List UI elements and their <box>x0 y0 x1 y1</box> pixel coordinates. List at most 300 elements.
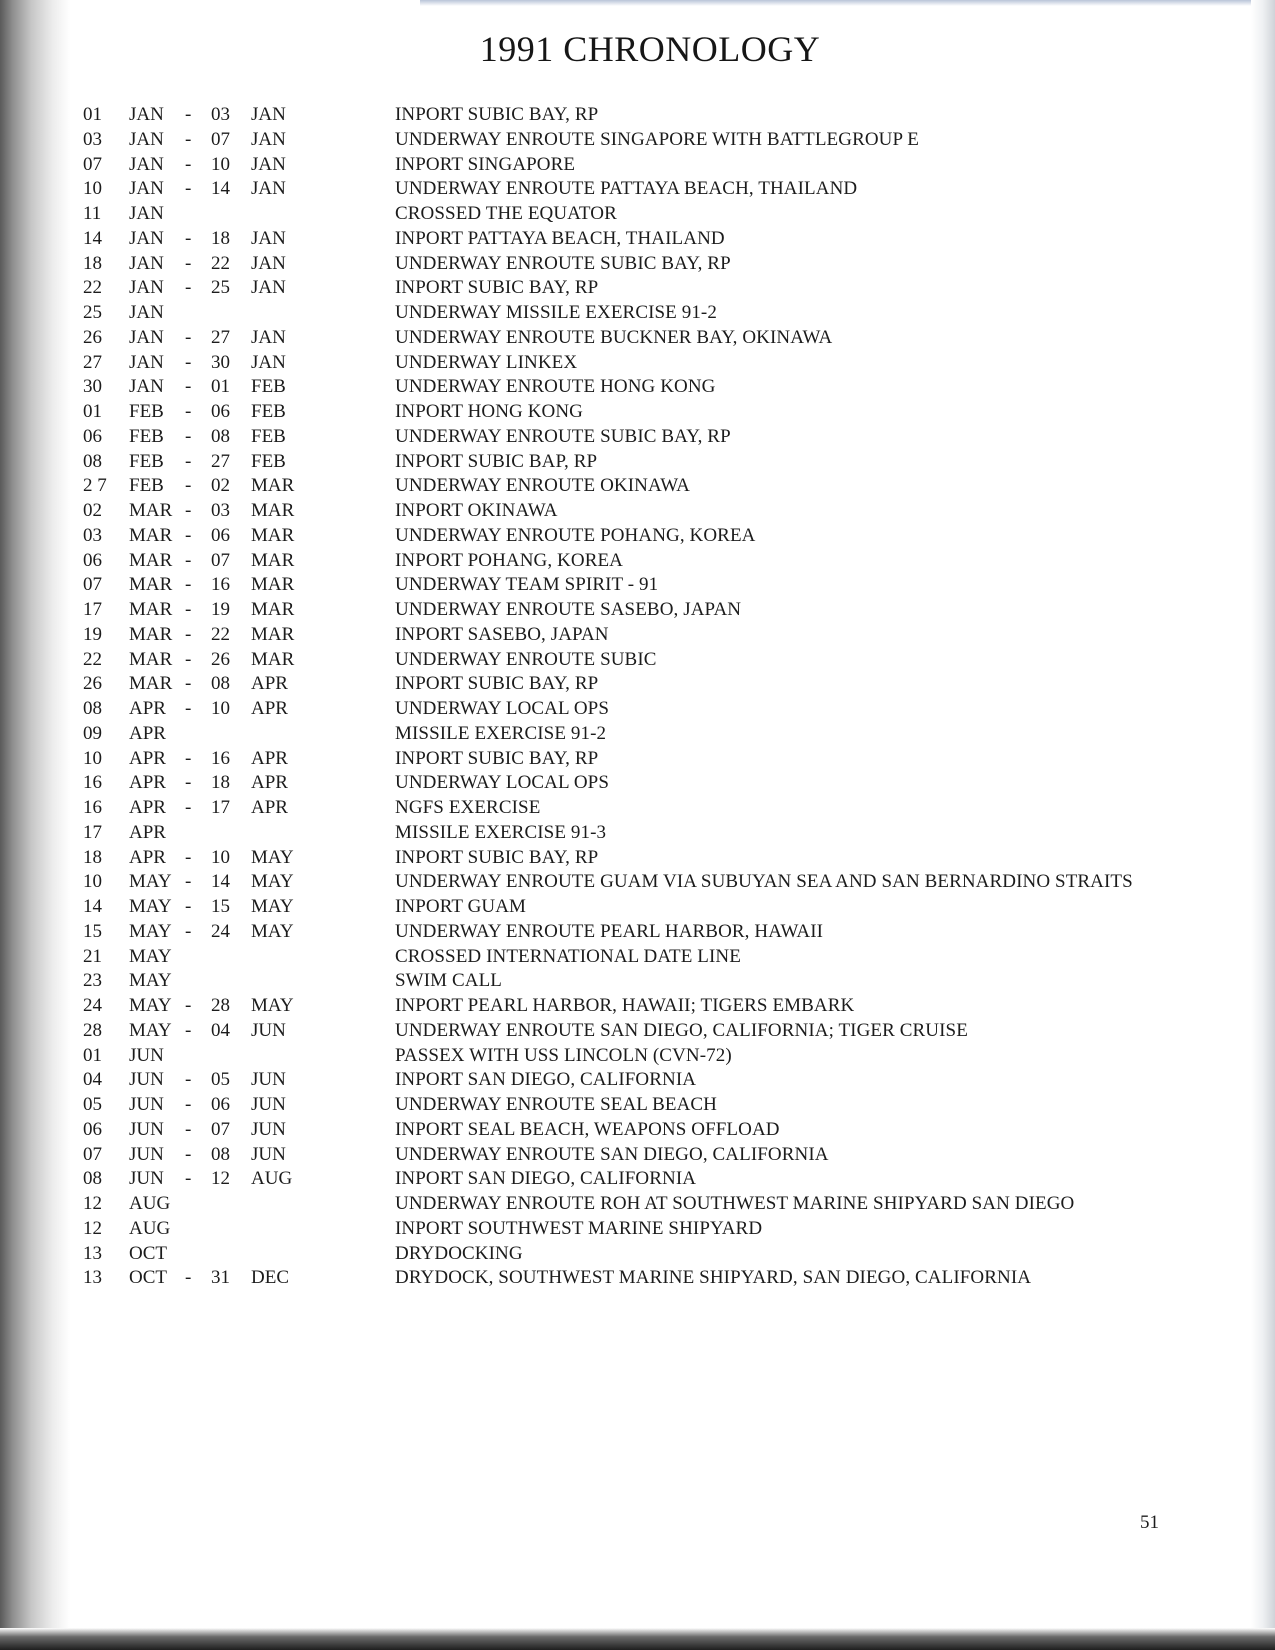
end-month: JUN <box>251 1094 286 1115</box>
end-day: 22 <box>211 623 230 645</box>
chronology-entry <box>83 697 1213 722</box>
start-day: 10 <box>83 178 102 200</box>
end-month: JAN <box>251 104 286 125</box>
event-description: UNDERWAY ENROUTE ROH AT SOUTHWEST MARINE SHIPYARD SAN DIEGO <box>395 1193 1075 1214</box>
start-day: 04 <box>83 1069 102 1091</box>
start-day: 2 7 <box>83 475 107 497</box>
chronology-entry <box>83 351 1213 376</box>
chronology-entry <box>83 499 1213 524</box>
event-description: CROSSED THE EQUATOR <box>395 203 617 224</box>
start-month: AUG <box>129 1193 171 1214</box>
event-description: UNDERWAY ENROUTE PEARL HARBOR, HAWAII <box>395 920 824 942</box>
end-day: 14 <box>211 871 230 893</box>
event-description: UNDERWAY ENROUTE SUBIC <box>395 648 657 670</box>
end-month: JAN <box>251 326 286 348</box>
start-month: JAN <box>129 252 164 274</box>
start-month: JUN <box>129 1094 164 1115</box>
end-day: 14 <box>211 178 230 200</box>
date-range-dash: - <box>185 326 192 348</box>
event-description: UNDERWAY ENROUTE OKINAWA <box>395 475 691 497</box>
start-month: MAY <box>129 871 172 893</box>
end-day: 04 <box>211 1019 230 1041</box>
start-day: 06 <box>83 425 102 447</box>
end-day: 07 <box>211 128 230 150</box>
start-month: FEB <box>129 425 164 447</box>
start-day: 08 <box>83 450 102 472</box>
start-day: 07 <box>83 1143 102 1165</box>
chronology-entry <box>83 771 1213 796</box>
start-day: 16 <box>83 772 102 794</box>
date-range-dash: - <box>185 995 192 1016</box>
chronology-entry <box>83 1266 1213 1291</box>
date-range-dash: - <box>185 277 192 299</box>
end-day: 07 <box>211 549 230 571</box>
chronology-entry <box>83 598 1213 623</box>
end-month: APR <box>251 747 288 769</box>
chronology-entry <box>83 1242 1213 1267</box>
start-month: MAR <box>129 648 173 670</box>
event-description: UNDERWAY ENROUTE SASEBO, JAPAN <box>395 599 742 620</box>
start-day: 16 <box>83 797 102 818</box>
end-month: APR <box>251 797 288 818</box>
event-description: UNDERWAY ENROUTE SUBIC BAY, RP <box>395 425 731 447</box>
start-day: 17 <box>83 599 102 620</box>
start-month: JUN <box>129 1143 164 1165</box>
page-spine-shadow <box>0 0 70 1650</box>
start-day: 13 <box>83 1267 102 1289</box>
event-description: MISSILE EXERCISE 91-3 <box>395 821 607 843</box>
end-day: 30 <box>211 351 230 373</box>
start-day: 25 <box>83 302 102 323</box>
chronology-entry <box>83 870 1213 895</box>
end-day: 27 <box>211 326 230 348</box>
end-month: JAN <box>251 128 286 150</box>
date-range-dash: - <box>185 178 192 200</box>
end-month: MAY <box>251 871 294 893</box>
chronology-entry <box>83 573 1213 598</box>
event-description: UNDERWAY LOCAL OPS <box>395 698 609 719</box>
end-day: 03 <box>211 104 230 125</box>
end-day: 10 <box>211 153 230 175</box>
date-range-dash: - <box>185 599 192 620</box>
chronology-entry <box>83 1167 1213 1192</box>
chronology-entry <box>83 549 1213 574</box>
end-day: 28 <box>211 995 230 1016</box>
end-day: 31 <box>211 1267 230 1289</box>
chronology-entry <box>83 1019 1213 1044</box>
chronology-entry <box>83 1217 1213 1242</box>
start-month: JUN <box>129 1044 164 1066</box>
end-month: JAN <box>251 252 286 274</box>
chronology-entry <box>83 177 1213 202</box>
start-month: AUG <box>129 1217 171 1239</box>
start-month: JAN <box>129 376 164 398</box>
end-day: 25 <box>211 277 230 299</box>
chronology-entry <box>83 821 1213 846</box>
end-day: 19 <box>211 599 230 620</box>
page-title: 1991 CHRONOLOGY <box>479 29 821 69</box>
event-description: UNDERWAY ENROUTE PATTAYA BEACH, THAILAND <box>395 178 858 200</box>
end-day: 03 <box>211 500 230 521</box>
event-description: UNDERWAY LOCAL OPS <box>395 772 609 794</box>
event-description: CROSSED INTERNATIONAL DATE LINE <box>395 945 741 967</box>
start-month: APR <box>129 747 166 769</box>
page-right-edge <box>1251 0 1275 1650</box>
start-month: APR <box>129 797 166 818</box>
end-day: 26 <box>211 648 230 670</box>
event-description: INPORT SUBIC BAY, RP <box>395 747 599 769</box>
start-month: MAR <box>129 623 173 645</box>
start-month: JAN <box>129 302 164 323</box>
start-month: JAN <box>129 104 164 125</box>
end-day: 02 <box>211 475 230 497</box>
date-range-dash: - <box>185 549 192 571</box>
chronology-entry <box>83 796 1213 821</box>
start-month: OCT <box>129 1242 167 1264</box>
date-range-dash: - <box>185 425 192 447</box>
end-month: FEB <box>251 376 286 398</box>
event-description: MISSILE EXERCISE 91-2 <box>395 722 607 744</box>
start-day: 10 <box>83 871 102 893</box>
date-range-dash: - <box>185 475 192 497</box>
date-range-dash: - <box>185 574 192 596</box>
end-month: FEB <box>251 450 286 472</box>
date-range-dash: - <box>185 1143 192 1165</box>
chronology-entry <box>83 623 1213 648</box>
date-range-dash: - <box>185 1118 192 1140</box>
event-description: INPORT SASEBO, JAPAN <box>395 623 609 645</box>
end-day: 16 <box>211 747 230 769</box>
start-day: 10 <box>83 747 102 769</box>
start-day: 06 <box>83 1118 102 1140</box>
date-range-dash: - <box>185 227 192 249</box>
start-month: MAR <box>129 549 173 571</box>
end-day: 06 <box>211 1094 230 1115</box>
chronology-entry <box>83 1068 1213 1093</box>
start-month: JAN <box>129 227 164 249</box>
chronology-entry <box>83 227 1213 252</box>
start-day: 12 <box>83 1193 102 1214</box>
end-month: MAR <box>251 648 295 670</box>
start-day: 08 <box>83 698 102 719</box>
date-range-dash: - <box>185 1094 192 1115</box>
end-month: MAR <box>251 623 295 645</box>
event-description: UNDERWAY MISSILE EXERCISE 91-2 <box>395 302 717 323</box>
start-day: 22 <box>83 648 102 670</box>
start-day: 23 <box>83 970 102 992</box>
start-day: 15 <box>83 920 102 942</box>
start-month: APR <box>129 722 166 744</box>
end-day: 18 <box>211 772 230 794</box>
start-day: 01 <box>83 1044 102 1066</box>
chronology-entry <box>83 895 1213 920</box>
start-day: 22 <box>83 277 102 299</box>
end-month: JAN <box>251 351 286 373</box>
start-month: MAY <box>129 970 172 992</box>
start-month: APR <box>129 821 166 843</box>
date-range-dash: - <box>185 1267 192 1289</box>
end-day: 06 <box>211 524 230 546</box>
end-day: 08 <box>211 673 230 695</box>
end-day: 12 <box>211 1168 230 1190</box>
date-range-dash: - <box>185 450 192 472</box>
start-day: 08 <box>83 1168 102 1190</box>
chronology-entry <box>83 945 1213 970</box>
end-month: AUG <box>251 1168 293 1190</box>
end-day: 27 <box>211 450 230 472</box>
chronology-entry <box>83 994 1213 1019</box>
start-day: 18 <box>83 846 102 868</box>
chronology-entry <box>83 276 1213 301</box>
chronology-entry <box>83 722 1213 747</box>
event-description: UNDERWAY ENROUTE SEAL BEACH <box>395 1094 718 1115</box>
chronology-entry <box>83 301 1213 326</box>
event-description: UNDERWAY ENROUTE GUAM VIA SUBUYAN SEA AND SAN BERNARDINO STRAITS <box>395 871 1133 893</box>
end-day: 24 <box>211 920 230 942</box>
start-day: 19 <box>83 623 102 645</box>
start-month: APR <box>129 772 166 794</box>
end-month: JAN <box>251 178 286 200</box>
event-description: INPORT SUBIC BAP, RP <box>395 450 598 472</box>
start-month: JAN <box>129 128 164 150</box>
chronology-entry <box>83 846 1213 871</box>
start-day: 30 <box>83 376 102 398</box>
chronology-entry <box>83 326 1213 351</box>
end-day: 16 <box>211 574 230 596</box>
start-day: 24 <box>83 995 102 1016</box>
chronology-entry <box>83 672 1213 697</box>
end-month: JAN <box>251 227 286 249</box>
date-range-dash: - <box>185 797 192 818</box>
chronology-entry <box>83 524 1213 549</box>
end-day: 10 <box>211 698 230 719</box>
date-range-dash: - <box>185 871 192 893</box>
event-description: INPORT PATTAYA BEACH, THAILAND <box>395 227 725 249</box>
chronology-entry <box>83 153 1213 178</box>
date-range-dash: - <box>185 698 192 719</box>
start-day: 27 <box>83 351 102 373</box>
start-month: JUN <box>129 1069 164 1091</box>
end-month: DEC <box>251 1267 289 1289</box>
event-description: INPORT SINGAPORE <box>395 153 576 175</box>
start-month: MAR <box>129 599 173 620</box>
event-description: UNDERWAY ENROUTE SINGAPORE WITH BATTLEGROUP E <box>395 128 920 150</box>
event-description: INPORT SUBIC BAY, RP <box>395 673 599 695</box>
end-month: MAY <box>251 896 294 917</box>
end-month: MAR <box>251 500 295 521</box>
date-range-dash: - <box>185 153 192 175</box>
chronology-entry <box>83 920 1213 945</box>
end-month: MAR <box>251 574 295 596</box>
start-month: MAR <box>129 500 173 521</box>
end-day: 08 <box>211 425 230 447</box>
start-month: FEB <box>129 475 164 497</box>
chronology-entry <box>83 103 1213 128</box>
start-month: MAR <box>129 574 173 596</box>
end-day: 05 <box>211 1069 230 1091</box>
event-description: UNDERWAY ENROUTE SAN DIEGO, CALIFORNIA; TIGER CRUISE <box>395 1019 968 1041</box>
start-month: JAN <box>129 153 164 175</box>
end-month: JAN <box>251 153 286 175</box>
start-month: MAR <box>129 524 173 546</box>
event-description: UNDERWAY ENROUTE SAN DIEGO, CALIFORNIA <box>395 1143 829 1165</box>
date-range-dash: - <box>185 376 192 398</box>
end-day: 18 <box>211 227 230 249</box>
event-description: PASSEX WITH USS LINCOLN (CVN-72) <box>395 1044 732 1066</box>
start-day: 01 <box>83 401 102 422</box>
chronology-entry <box>83 1093 1213 1118</box>
start-month: APR <box>129 846 166 868</box>
end-month: MAR <box>251 549 295 571</box>
date-range-dash: - <box>185 920 192 942</box>
event-description: UNDERWAY ENROUTE BUCKNER BAY, OKINAWA <box>395 326 833 348</box>
start-day: 09 <box>83 722 102 744</box>
end-month: MAR <box>251 599 295 620</box>
end-month: MAR <box>251 475 295 497</box>
start-day: 26 <box>83 673 102 695</box>
end-month: APR <box>251 673 288 695</box>
date-range-dash: - <box>185 500 192 521</box>
date-range-dash: - <box>185 623 192 645</box>
start-month: JAN <box>129 326 164 348</box>
chronology-entry <box>83 747 1213 772</box>
event-description: INPORT GUAM <box>395 896 527 917</box>
date-range-dash: - <box>185 351 192 373</box>
chronology-list <box>83 103 1213 1291</box>
start-month: JAN <box>129 178 164 200</box>
start-month: MAY <box>129 1019 172 1041</box>
start-day: 13 <box>83 1242 102 1264</box>
event-description: INPORT OKINAWA <box>395 500 558 521</box>
end-month: MAY <box>251 846 294 868</box>
event-description: INPORT HONG KONG <box>395 401 584 422</box>
end-month: JUN <box>251 1118 286 1140</box>
end-month: FEB <box>251 401 286 422</box>
start-month: APR <box>129 698 166 719</box>
event-description: DRYDOCK, SOUTHWEST MARINE SHIPYARD, SAN DIEGO, CALIFORNIA <box>395 1267 1032 1289</box>
page-number: 51 <box>1140 1512 1159 1533</box>
end-month: APR <box>251 772 288 794</box>
start-day: 11 <box>83 203 102 224</box>
start-day: 07 <box>83 574 102 596</box>
event-description: DRYDOCKING <box>395 1242 523 1264</box>
start-day: 18 <box>83 252 102 274</box>
start-month: MAY <box>129 945 172 967</box>
end-day: 17 <box>211 797 230 818</box>
end-day: 06 <box>211 401 230 422</box>
end-month: MAR <box>251 524 295 546</box>
event-description: INPORT SOUTHWEST MARINE SHIPYARD <box>395 1217 763 1239</box>
page-bottom-edge <box>0 1628 1275 1650</box>
start-day: 14 <box>83 896 102 917</box>
chronology-entry <box>83 450 1213 475</box>
end-month: MAY <box>251 995 294 1016</box>
end-day: 08 <box>211 1143 230 1165</box>
date-range-dash: - <box>185 846 192 868</box>
date-range-dash: - <box>185 772 192 794</box>
start-day: 03 <box>83 524 102 546</box>
start-month: JAN <box>129 277 164 299</box>
event-description: UNDERWAY TEAM SPIRIT - 91 <box>395 574 659 596</box>
event-description: NGFS EXERCISE <box>395 797 541 818</box>
start-day: 12 <box>83 1217 102 1239</box>
event-description: INPORT SUBIC BAY, RP <box>395 277 599 299</box>
chronology-entry <box>83 252 1213 277</box>
start-day: 05 <box>83 1094 102 1115</box>
chronology-entry <box>83 1143 1213 1168</box>
date-range-dash: - <box>185 1019 192 1041</box>
end-month: JUN <box>251 1019 286 1041</box>
end-month: JUN <box>251 1069 286 1091</box>
start-day: 26 <box>83 326 102 348</box>
end-day: 15 <box>211 896 230 917</box>
date-range-dash: - <box>185 252 192 274</box>
event-description: INPORT SAN DIEGO, CALIFORNIA <box>395 1168 697 1190</box>
start-month: FEB <box>129 401 164 422</box>
end-day: 01 <box>211 376 230 398</box>
date-range-dash: - <box>185 648 192 670</box>
event-description: INPORT SAN DIEGO, CALIFORNIA <box>395 1069 697 1091</box>
date-range-dash: - <box>185 747 192 769</box>
event-description: INPORT SUBIC BAY, RP <box>395 846 599 868</box>
event-description: UNDERWAY ENROUTE HONG KONG <box>395 376 716 398</box>
chronology-entry <box>83 1192 1213 1217</box>
date-range-dash: - <box>185 1168 192 1190</box>
event-description: UNDERWAY ENROUTE SUBIC BAY, RP <box>395 252 731 274</box>
date-range-dash: - <box>185 673 192 695</box>
end-month: JAN <box>251 277 286 299</box>
date-range-dash: - <box>185 128 192 150</box>
start-month: JAN <box>129 351 164 373</box>
date-range-dash: - <box>185 896 192 917</box>
chronology-entry <box>83 128 1213 153</box>
start-day: 06 <box>83 549 102 571</box>
start-day: 01 <box>83 104 102 125</box>
date-range-dash: - <box>185 524 192 546</box>
event-description: INPORT PEARL HARBOR, HAWAII; TIGERS EMBARK <box>395 995 855 1016</box>
start-month: FEB <box>129 450 164 472</box>
start-month: MAR <box>129 673 173 695</box>
event-description: UNDERWAY LINKEX <box>395 351 578 373</box>
event-description: UNDERWAY ENROUTE POHANG, KOREA <box>395 524 756 546</box>
date-range-dash: - <box>185 401 192 422</box>
event-description: INPORT POHANG, KOREA <box>395 549 623 571</box>
date-range-dash: - <box>185 104 192 125</box>
start-month: MAY <box>129 896 172 917</box>
chronology-entry <box>83 425 1213 450</box>
end-day: 22 <box>211 252 230 274</box>
start-day: 28 <box>83 1019 102 1041</box>
start-month: JUN <box>129 1168 164 1190</box>
start-month: JAN <box>129 203 164 224</box>
end-month: MAY <box>251 920 294 942</box>
chronology-entry <box>83 202 1213 227</box>
chronology-entry <box>83 375 1213 400</box>
event-description: SWIM CALL <box>395 970 502 992</box>
chronology-entry <box>83 1118 1213 1143</box>
chronology-entry <box>83 474 1213 499</box>
page-top-edge <box>420 0 1275 6</box>
end-month: APR <box>251 698 288 719</box>
end-day: 07 <box>211 1118 230 1140</box>
event-description: INPORT SUBIC BAY, RP <box>395 104 599 125</box>
start-month: MAY <box>129 995 172 1016</box>
start-month: JUN <box>129 1118 164 1140</box>
start-month: OCT <box>129 1267 167 1289</box>
end-month: FEB <box>251 425 286 447</box>
start-day: 07 <box>83 153 102 175</box>
end-day: 10 <box>211 846 230 868</box>
